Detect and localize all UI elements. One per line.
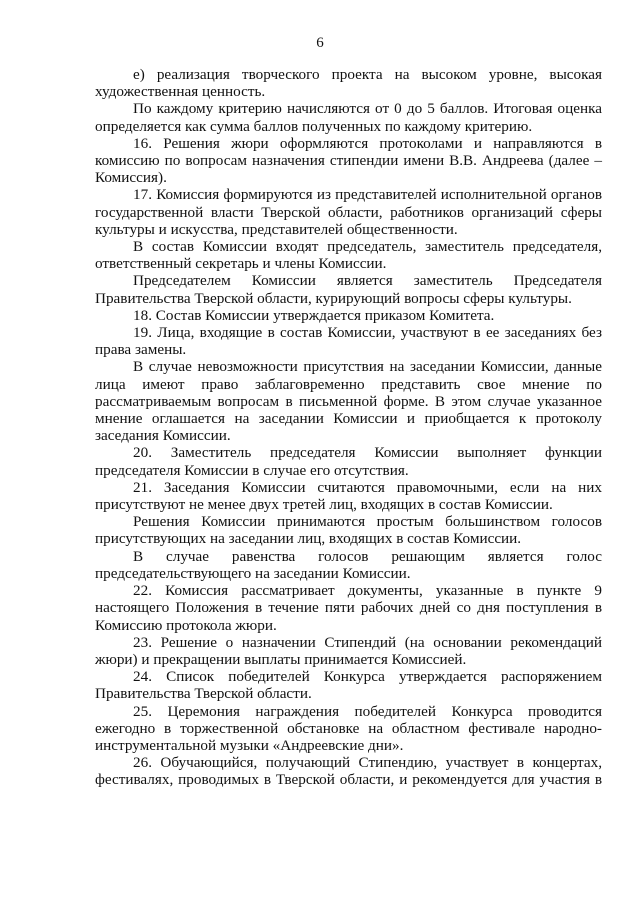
document-body [95, 66, 602, 789]
paragraph-criterion-e: е) реализация творческого проекта на высоком уровне, высокая художественная ценность. [95, 66, 602, 101]
paragraph-20: 20. Заместитель председателя Комиссии выполняет функции председателя Комиссии в случае его отсутствия. [95, 444, 602, 479]
paragraph-scoring: По каждому критерию начисляются от 0 до 5 баллов. Итоговая оценка определяется как сумма баллов полученных по каждому критерию. [95, 100, 602, 135]
paragraph-21: 21. Заседания Комиссии считаются правомочными, если на них присутствуют не менее двух третей лиц, входящих в состав Комиссии. [95, 478, 602, 514]
paragraph-absence: В случае невозможности присутствия на заседании Комиссии, данные лица имеют право заблаговременно представить свое мнение по рассматриваемым вопросам в письменной форме. В этом случае указанное мнение оглашается на заседании Комиссии и приобщается к протоколу заседания Комиссии. [95, 358, 602, 445]
paragraph-majority: Решения Комиссии принимаются простым большинством голосов присутствующих на заседании лиц, входящих в состав Комиссии. [95, 513, 602, 548]
paragraph-chairman: Председателем Комиссии является заместитель Председателя Правительства Тверской области, курирующий вопросы сферы культуры. [95, 272, 602, 307]
paragraph-18: 18. Состав Комиссии утверждается приказом Комитета. [133, 306, 495, 324]
paragraph-24: 24. Список победителей Конкурса утверждается распоряжением Правительства Тверской области. [95, 668, 602, 703]
paragraph-23: 23. Решение о назначении Стипендий (на основании рекомендаций жюри) и прекращении выплаты принимается Комиссией. [95, 633, 602, 668]
paragraph-26: 26. Обучающийся, получающий Стипендию, участвует в концертах, фестивалях, проводимых в Тверской области, и рекомендуется для участия в [95, 754, 602, 789]
paragraph-commission-composition: В состав Комиссии входят председатель, заместитель председателя, ответственный секретарь и члены Комиссии. [95, 238, 602, 273]
paragraph-25: 25. Церемония награждения победителей Конкурса проводится ежегодно в торжественной обстановке на областном фестивале народно-инструментальной музыки «Андреевские дни». [95, 702, 602, 754]
paragraph-19: 19. Лица, входящие в состав Комиссии, участвуют в ее заседаниях без права замены. [95, 324, 602, 359]
paragraph-tie-vote: В случае равенства голосов решающим является голос председательствующего на заседании Комиссии. [95, 547, 602, 582]
page-number: 6 [316, 35, 324, 51]
paragraph-17: 17. Комиссия формируются из представителей исполнительной органов государственной власти Тверской области, работников организаций сферы культуры и искусства, представителей общественности. [95, 186, 602, 238]
paragraph-16: 16. Решения жюри оформляются протоколами и направляются в комиссию по вопросам назначения стипендии имени В.В. Андреева (далее – Комиссия). [95, 134, 602, 187]
paragraph-22: 22. Комиссия рассматривает документы, указанные в пункте 9 настоящего Положения в течение пяти рабочих дней со дня поступления в Комиссию протокола жюри. [95, 582, 602, 634]
